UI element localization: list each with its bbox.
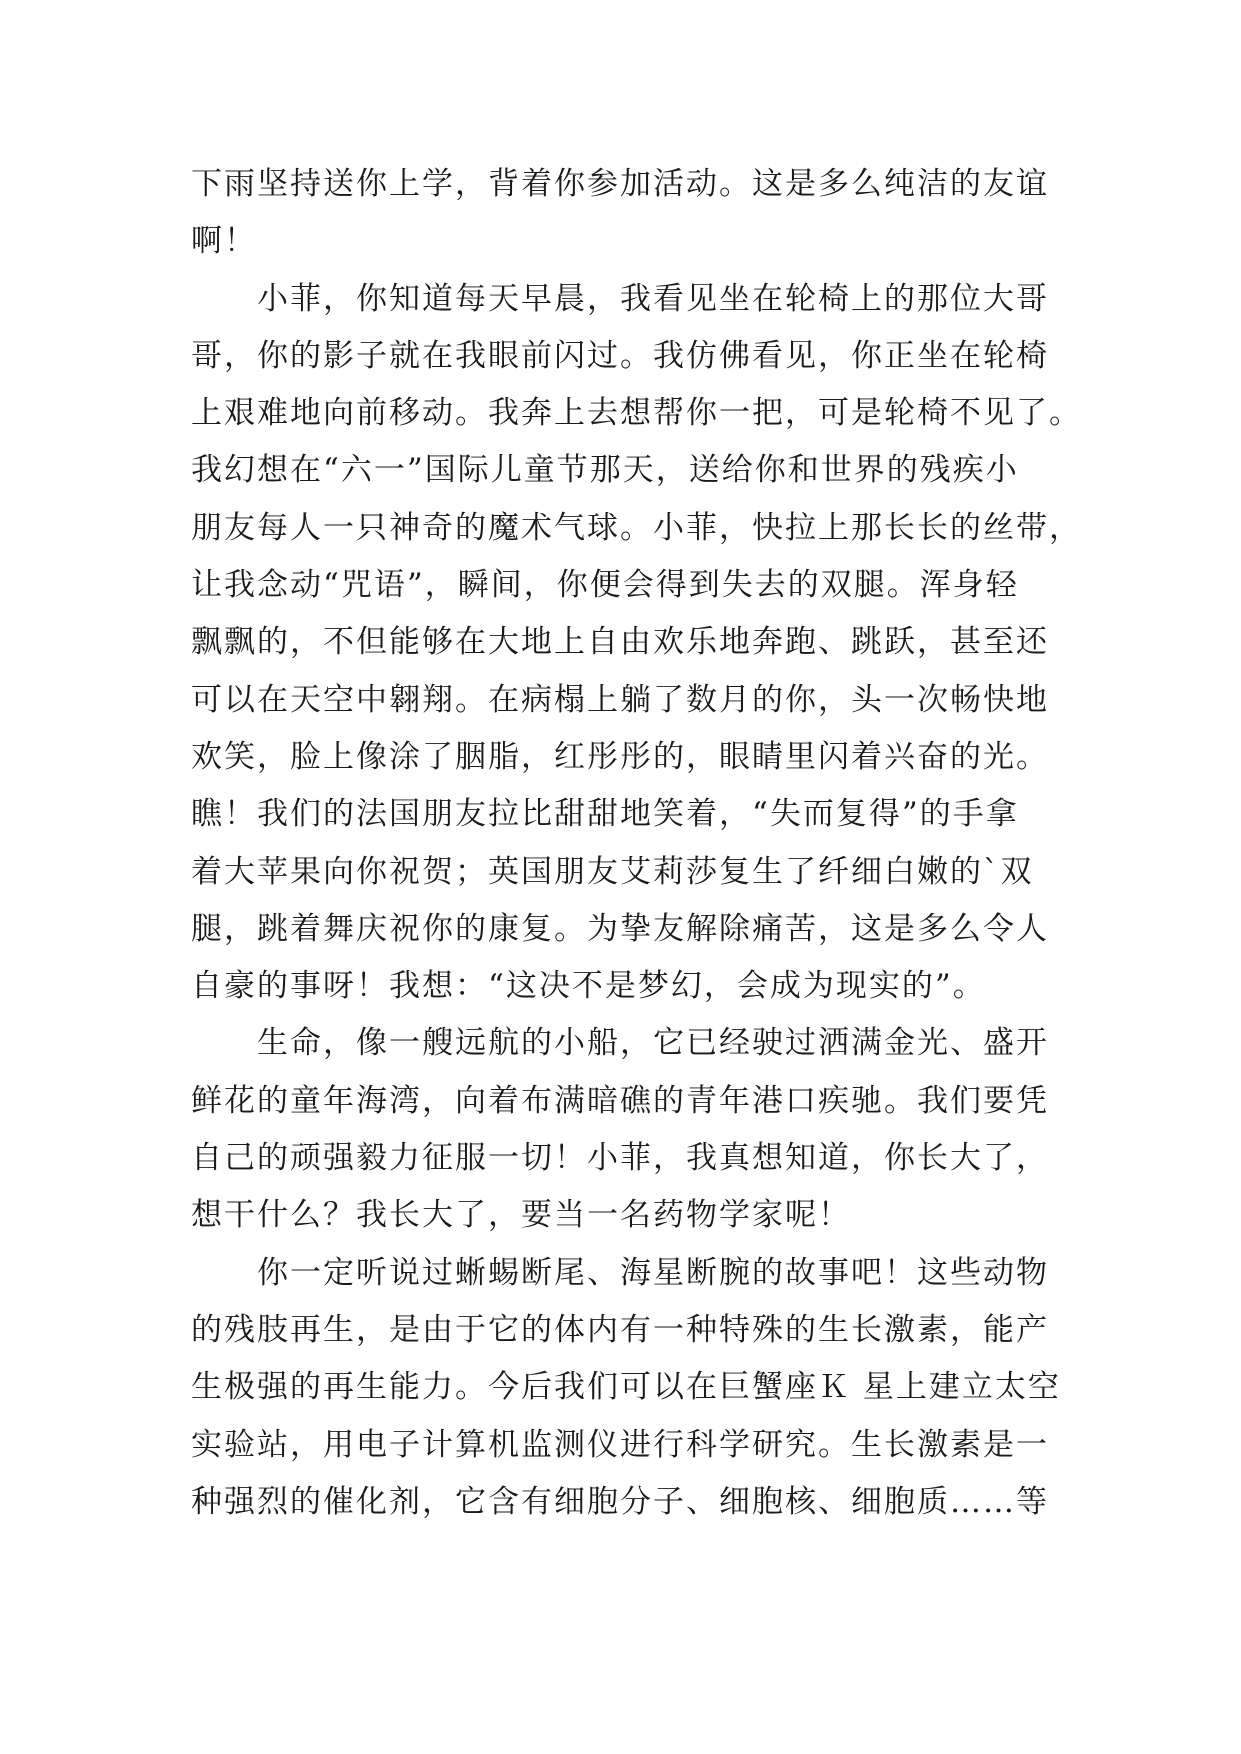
body-text [191, 156, 1082, 1531]
text-line: 欢笑，脸上像涂了胭脂，红彤彤的，眼睛里闪着兴奋的光。 [191, 738, 1049, 775]
text-line: 自己的顽强毅力征服一切！小菲，我真想知道，你长大了， [191, 1140, 1049, 1177]
text-line: 想干什么？我长大了，要当一名药物学家呢！ [191, 1197, 851, 1234]
text-line: 鲜花的童年海湾，向着布满暗礁的青年港口疾驰。我们要凭 [191, 1082, 1049, 1119]
text-line: 生极强的再生能力。今后我们可以在巨蟹座Ｋ 星上建立太空 [191, 1369, 1061, 1406]
text-line: 生命，像一艘远航的小船，它已经驶过洒满金光、盛开 [191, 1025, 1049, 1062]
text-line: 瞧！我们的法国朋友拉比甜甜地笑着，“失而复得”的手拿 [191, 796, 1019, 833]
text-line: 可以在天空中翱翔。在病榻上躺了数月的你，头一次畅快地 [191, 681, 1049, 718]
text-line: 着大苹果向你祝贺；英国朋友艾莉莎复生了纤细白嫩的`双 [191, 853, 1034, 890]
text-line: 种强烈的催化剂，它含有细胞分子、细胞核、细胞质……等 [191, 1483, 1049, 1520]
text-line: 朋友每人一只神奇的魔术气球。小菲，快拉上那长长的丝带， [191, 509, 1082, 546]
text-line: 让我念动“咒语”，瞬间，你便会得到失去的双腿。浑身轻 [191, 567, 1019, 604]
text-line: 腿，跳着舞庆祝你的康复。为挚友解除痛苦，这是多么令人 [191, 910, 1049, 947]
text-line: 自豪的事呀！我想：“这决不是梦幻，会成为现实的”。 [191, 968, 986, 1005]
text-line: 实验站，用电子计算机监测仪进行科学研究。生长激素是一 [191, 1426, 1049, 1463]
text-line: 我幻想在“六一”国际儿童节那天，送给你和世界的残疾小 [191, 452, 1019, 489]
text-line: 哥，你的影子就在我眼前闪过。我仿佛看见，你正坐在轮椅 [191, 337, 1049, 374]
text-line: 啊！ [191, 223, 257, 260]
text-line: 你一定听说过蜥蜴断尾、海星断腕的故事吧！这些动物 [191, 1254, 1049, 1291]
text-line: 小菲，你知道每天早晨，我看见坐在轮椅上的那位大哥 [191, 280, 1049, 317]
text-line: 的残肢再生，是由于它的体内有一种特殊的生长激素，能产 [191, 1311, 1049, 1348]
text-line: 飘飘的，不但能够在大地上自由欢乐地奔跑、跳跃，甚至还 [191, 624, 1049, 661]
text-line: 上艰难地向前移动。我奔上去想帮你一把，可是轮椅不见了。 [191, 395, 1082, 432]
text-line: 下雨坚持送你上学，背着你参加活动。这是多么纯洁的友谊 [191, 166, 1049, 202]
